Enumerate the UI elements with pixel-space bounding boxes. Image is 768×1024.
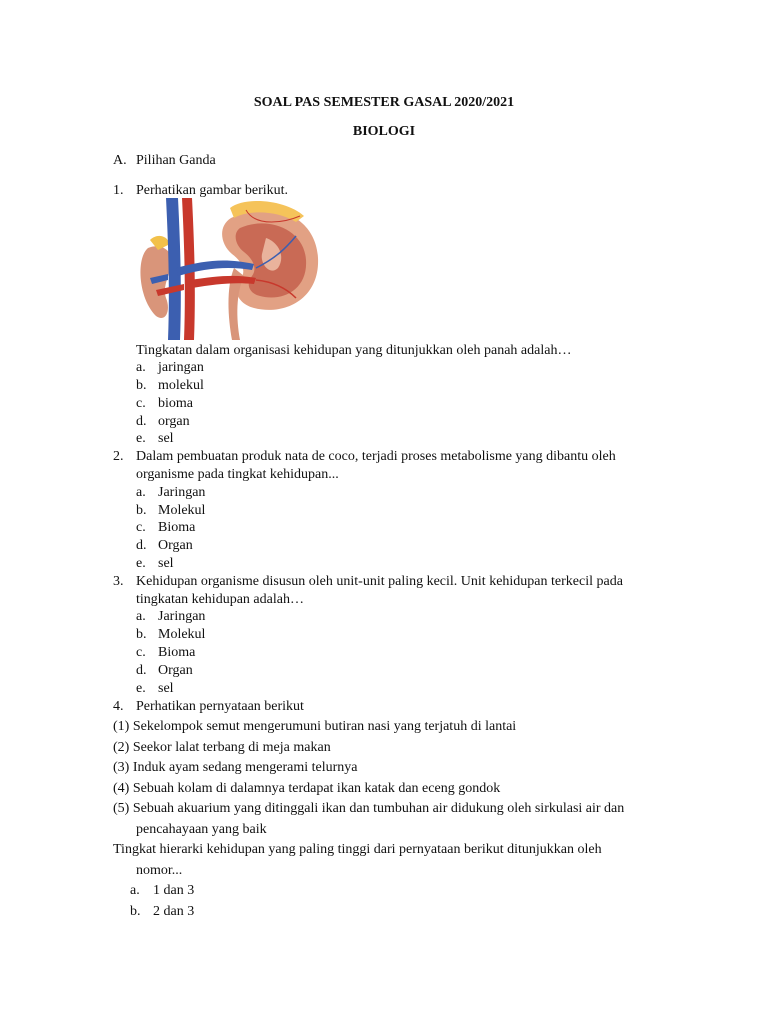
question-text: Perhatikan pernyataan berikut (136, 699, 304, 714)
statement-item: (1) Sekelompok semut mengerumuni butiran nasi yang terjatuh di lantai (113, 719, 517, 734)
subject-title: BIOLOGI (352, 124, 416, 139)
question-number: 1. (113, 183, 124, 198)
option-text: Bioma (158, 645, 196, 660)
section-letter: A. (113, 153, 127, 168)
question-number: 2. (113, 449, 124, 464)
question-text: tingkatan kehidupan adalah… (136, 592, 304, 607)
option-letter: e. (136, 556, 146, 571)
option-letter: c. (136, 645, 146, 660)
question-text: Tingkat hierarki kehidupan yang paling tinggi dari pernyataan berikut ditunjukkan oleh (113, 842, 602, 857)
option-letter: d. (136, 663, 147, 678)
option-letter: c. (136, 520, 146, 535)
kidney-illustration (136, 198, 342, 340)
option-letter: b. (136, 503, 147, 518)
statement-item: (5) Sebuah akuarium yang ditinggali ikan dan tumbuhan air didukung oleh sirkulasi air dan (113, 801, 625, 816)
option-letter: e. (136, 681, 146, 696)
option-text: 1 dan 3 (153, 883, 195, 898)
question-text: Tingkatan dalam organisasi kehidupan yang ditunjukkan oleh panah adalah… (136, 343, 572, 358)
option-letter: b. (130, 904, 141, 919)
option-letter: d. (136, 414, 147, 429)
statement-item: (3) Induk ayam sedang mengerami telurnya (113, 760, 358, 775)
question-text: Perhatikan gambar berikut. (136, 183, 289, 198)
question-text: Kehidupan organisme disusun oleh unit-unit paling kecil. Unit kehidupan terkecil pada (136, 574, 623, 589)
option-letter: d. (136, 538, 147, 553)
option-text: Organ (158, 538, 193, 553)
question-text: organisme pada tingkat kehidupan... (136, 467, 339, 482)
question-number: 4. (113, 699, 124, 714)
option-text: sel (158, 681, 174, 696)
option-letter: a. (136, 485, 146, 500)
question-text: nomor... (136, 863, 183, 878)
option-text: Molekul (158, 503, 206, 518)
option-text: Molekul (158, 627, 206, 642)
question-number: 3. (113, 574, 124, 589)
option-text: 2 dan 3 (153, 904, 195, 919)
option-text: Bioma (158, 520, 196, 535)
option-text: Jaringan (158, 485, 206, 500)
option-letter: a. (130, 883, 140, 898)
section-label: Pilihan Ganda (136, 153, 216, 168)
option-text: bioma (158, 396, 193, 411)
statement-item: (4) Sebuah kolam di dalamnya terdapat ikan katak dan eceng gondok (113, 781, 501, 796)
option-letter: c. (136, 396, 146, 411)
option-text: sel (158, 431, 174, 446)
option-text: sel (158, 556, 174, 571)
option-letter: a. (136, 360, 146, 375)
option-text: Jaringan (158, 609, 206, 624)
option-text: molekul (158, 378, 204, 393)
option-text: jaringan (158, 360, 204, 375)
statement-item: (2) Seekor lalat terbang di meja makan (113, 740, 331, 755)
statement-item-continued: pencahayaan yang baik (136, 822, 267, 837)
document-title: SOAL PAS SEMESTER GASAL 2020/2021 (253, 95, 515, 110)
option-text: organ (158, 414, 190, 429)
option-letter: e. (136, 431, 146, 446)
option-letter: b. (136, 627, 147, 642)
option-text: Organ (158, 663, 193, 678)
option-letter: b. (136, 378, 147, 393)
option-letter: a. (136, 609, 146, 624)
question-text: Dalam pembuatan produk nata de coco, terjadi proses metabolisme yang dibantu oleh (136, 449, 616, 464)
